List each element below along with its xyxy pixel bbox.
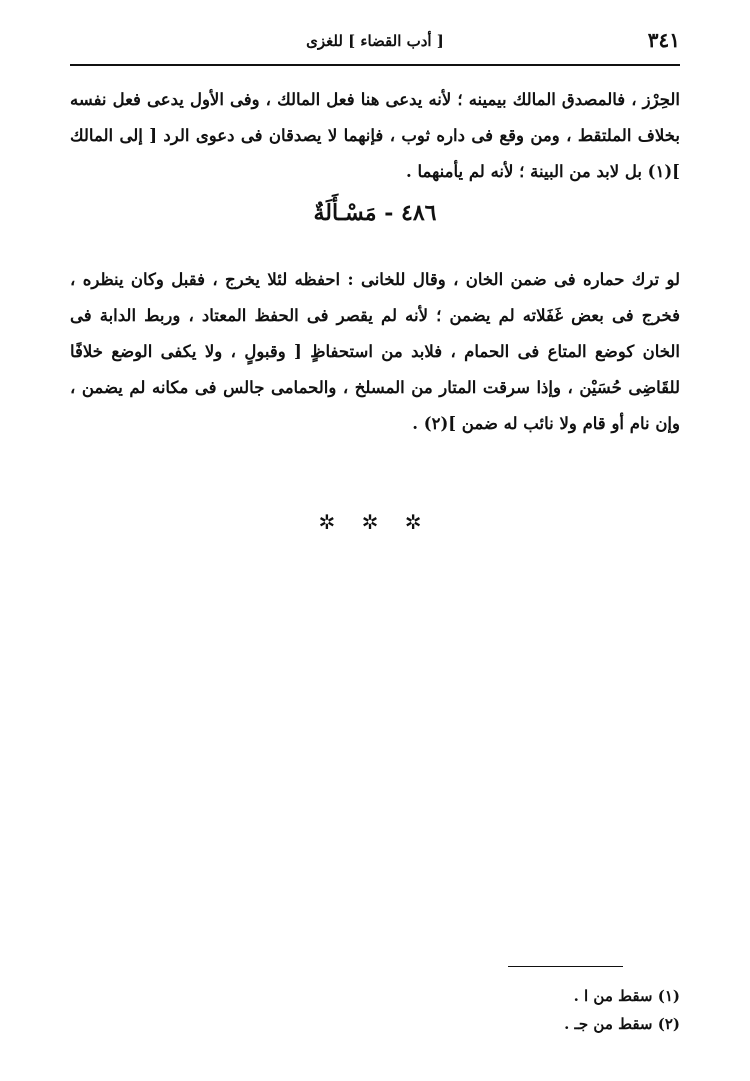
- header-rule: [70, 64, 680, 66]
- footnote-rule: [508, 966, 623, 967]
- paragraph-continuation: الحِرْز ، فالمصدق المالك بيمينه ؛ لأنه يدعى هنا فعل المالك ، وفى الأول يدعى فعل نفسه بخلاف الملتقط ، ومن وقع فى داره ثوب ، فإنهما لا يصدقان فى دعوى الرد [ إلى المالك ](١) بل لابد من البينة ؛ لأنه لم يأمنهما .: [70, 90, 680, 181]
- paragraph-issue-486: لو ترك حماره فى ضمن الخان ، وقال للخانى : احفظه لئلا يخرج ، فقبل وكان ينظره ، فخرج فى بعض غَفَلاته لم يضمن ؛ لأنه لم يقصر فى الحفظ المعتاد ، وربط الدابة فى الخان كوضع المتاع فى الحمام ، فلابد من استحفاظٍ [ وقبولٍ ، ولا يكفى الوضع خلافًا للقَاضِى حُسَيْن ، وإذا سرقت المتار من المسلخ ، والحمامى جالس فى مكانه لم يضمن ، وإن نام أو قام ولا نائب له ضمن ](٢) .: [70, 270, 680, 433]
- section-separator: ✲ ✲ ✲: [318, 510, 432, 534]
- footnote-2: (٢) سقط من جـ .: [564, 1015, 680, 1033]
- footnote-1: (١) سقط من ا .: [573, 987, 680, 1005]
- page-number: ٣٤١: [647, 28, 680, 52]
- footnotes: [564, 982, 680, 1038]
- running-title: [ أدب القضاء ] للغزى: [306, 32, 444, 50]
- page-header: [70, 28, 680, 58]
- section-heading: ٤٨٦ - مَسْـأَلَةٌ: [313, 200, 437, 226]
